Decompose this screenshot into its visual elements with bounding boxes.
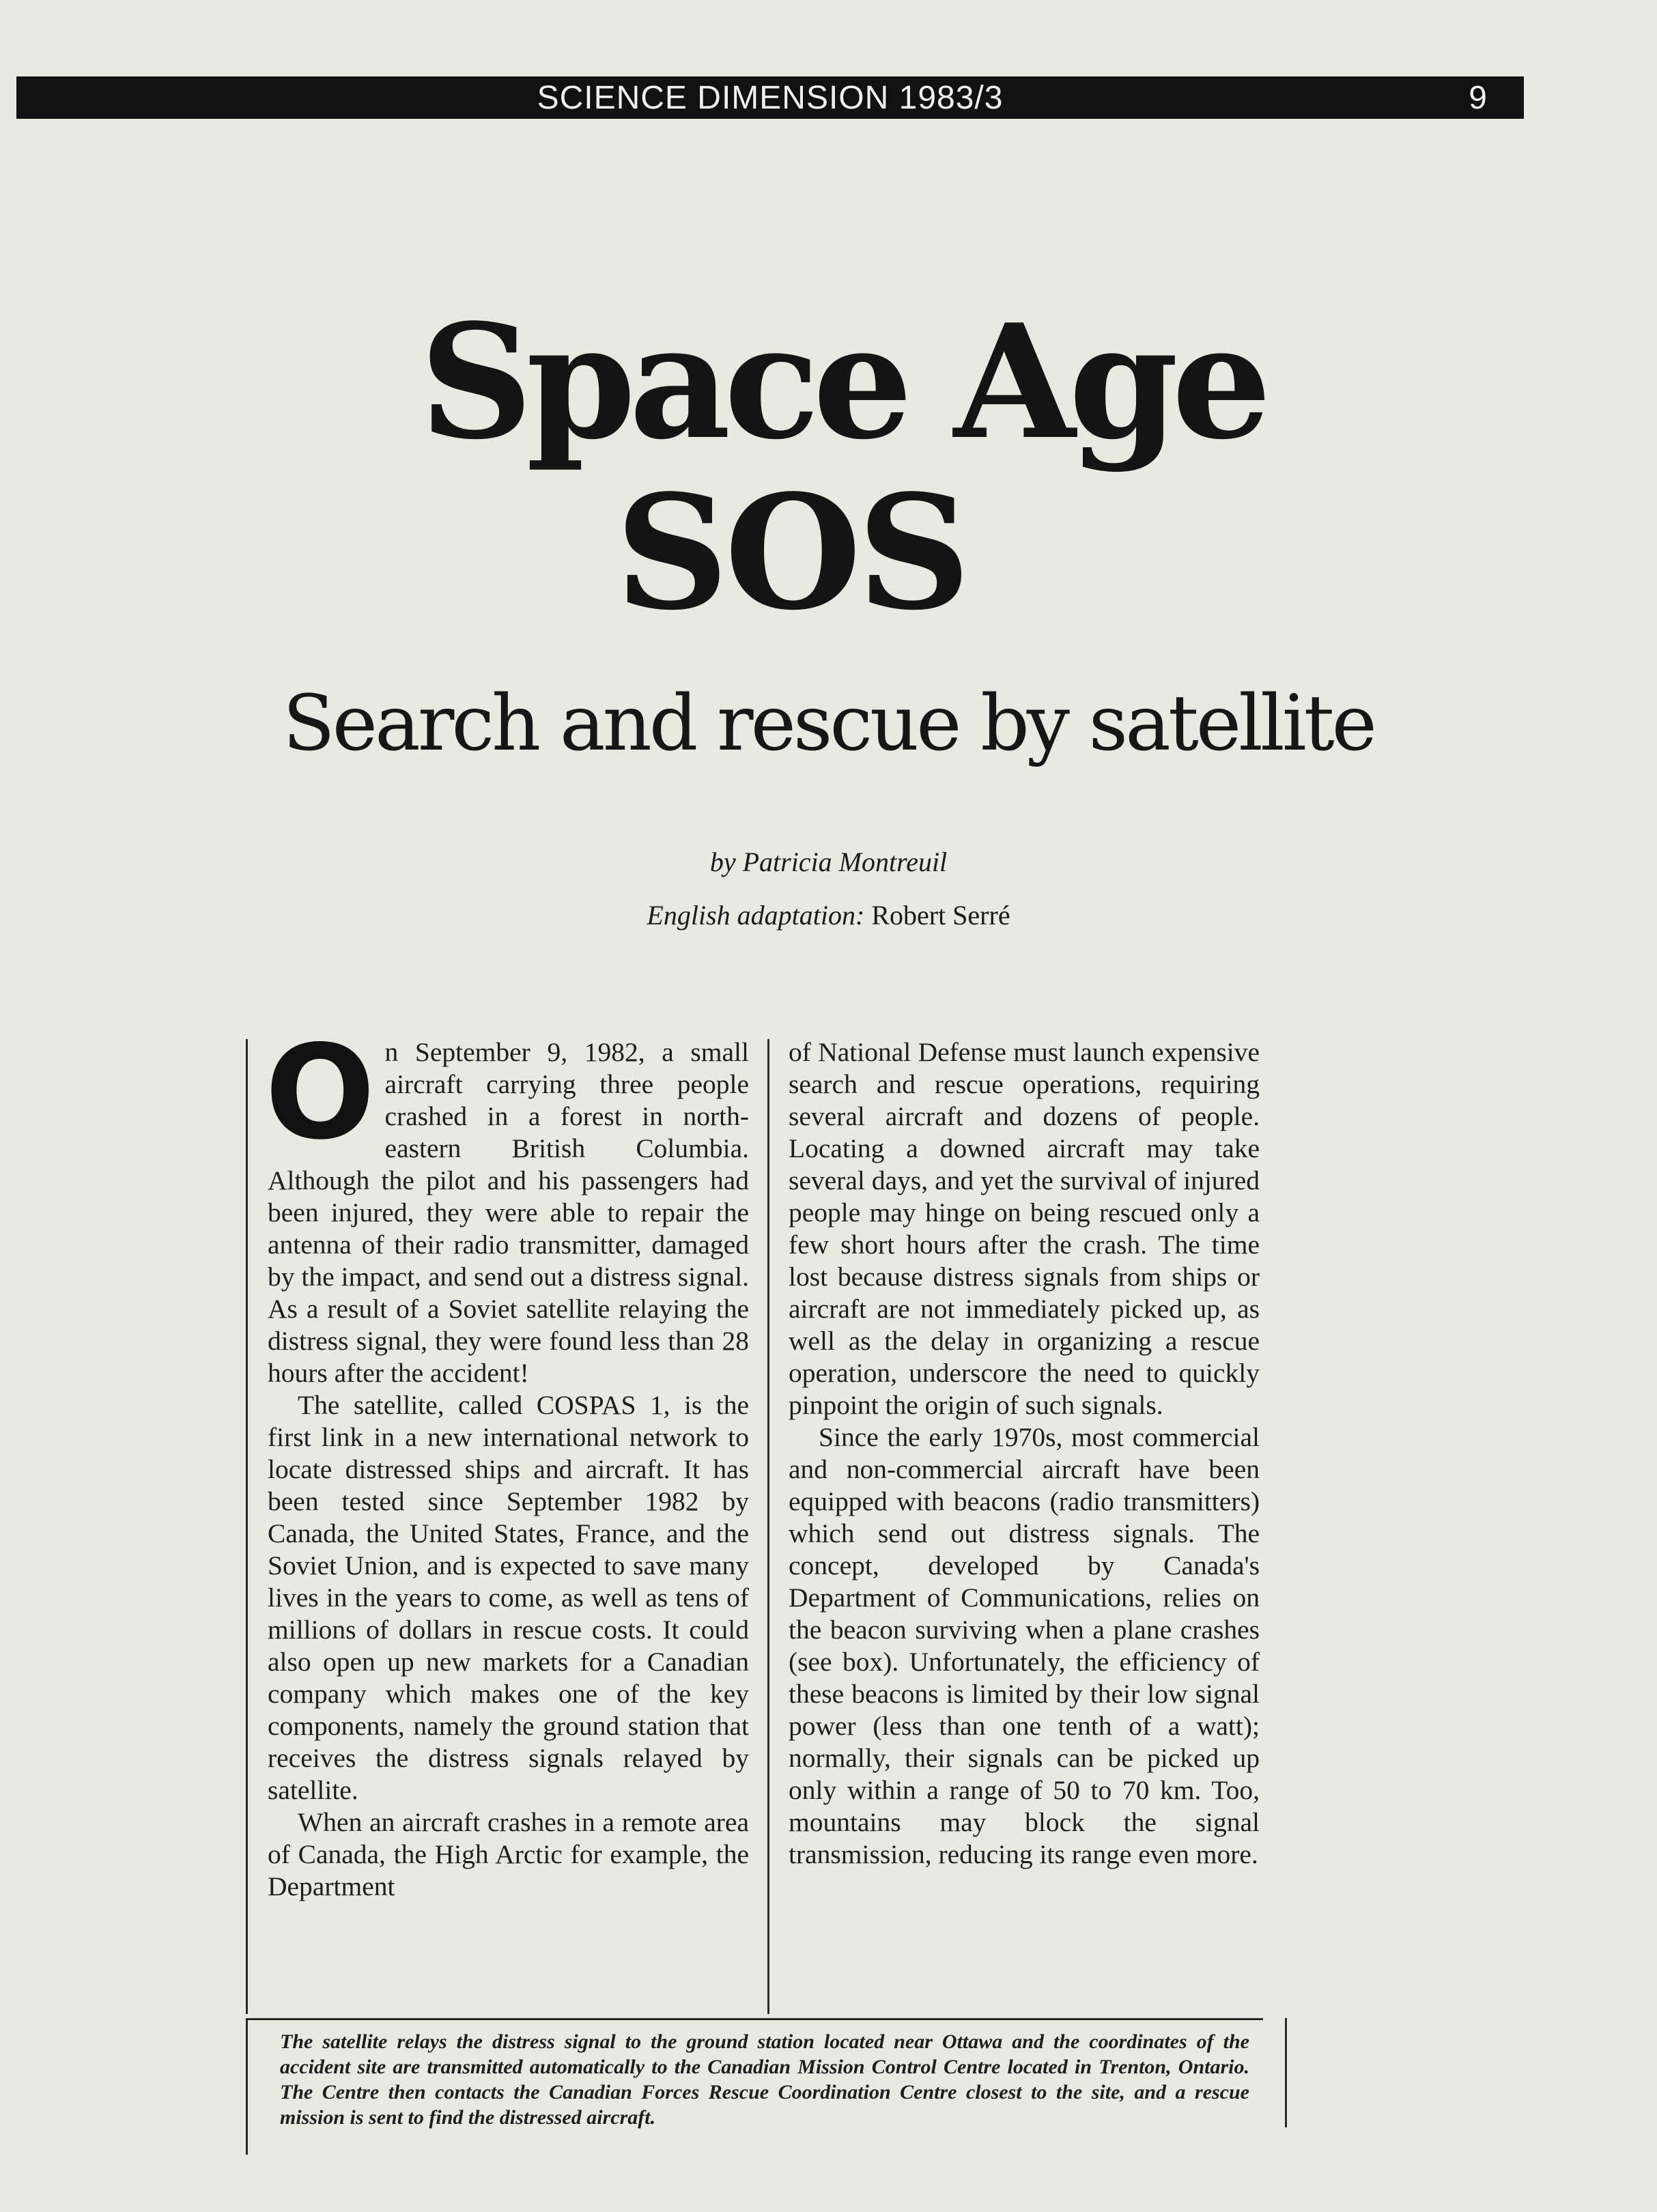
center-column-rule [767, 1039, 769, 2014]
article-column-right [789, 1036, 1260, 1871]
adaptation-credit [0, 898, 1657, 933]
paragraph: When an aircraft crashes in a remote area of Canada, the High Arctic for example, the Department [268, 1807, 749, 1901]
drop-cap: O [265, 1017, 376, 1168]
caption-left-rule [246, 2018, 248, 2155]
adaptation-label: English adaptation: [647, 900, 865, 931]
paragraph: On September 9, 1982, a small aircraft carrying three people crashed in a forest in north-eastern British Columbia. Although the pilot and his passengers had been injured, they were able to repair the antenna of their radio transmitter, damaged by the impact, and send out a distress signal. As a result of a Soviet satellite relaying the distress signal, they were found less than 28 hours after the accident! [265, 1017, 749, 1388]
caption-top-rule [246, 2018, 1263, 2020]
headline-line-2: SOS [615, 461, 967, 645]
page-number: 9 [1469, 80, 1487, 116]
adaptation-name: Robert Serré [871, 900, 1010, 931]
caption-right-rule [1285, 2018, 1287, 2127]
journal-title: SCIENCE DIMENSION 1983/3 [537, 80, 1004, 116]
figure-caption: The satellite relays the distress signal to the ground station located near Ottawa and the coordinates of the accident site are transmitted automatically to the Canadian Mission Control Centre located in Trenton, Ontario. The Centre then contacts the Canadian Forces Rescue Coordination Centre closest to the site, and a rescue mission is sent to find the distressed aircraft. [280, 2030, 1249, 2129]
paragraph: The satellite, called COSPAS 1, is the first link in a new international network to locate distressed ships and aircraft. It has been tested since September 1982 by Canada, the United States, France, and the Soviet Union, and is expected to save many lives in the years to come, as well as tens of millions of dollars in rescue costs. It could also open up new markets for a Canadian company which makes one of the key components, namely the ground station that receives the distress signals relayed by satellite. [268, 1390, 749, 1805]
left-column-rule [246, 1039, 248, 2014]
headline-line-1: Space Age [419, 290, 1265, 474]
paragraph: Since the early 1970s, most commercial and non-commercial aircraft have been equipped with beacons (radio transmitters) which send out distress signals. The concept, developed by Canada's Department of Communications, relies on the beacon surviving when a plane crashes (see box). Unfortunately, the efficiency of these beacons is limited by their low signal power (less than one tenth of a watt); normally, their signals can be picked up only within a range of 50 to 70 km. Too, mountains may block the signal transmission, reducing its range even more. [789, 1422, 1260, 1869]
paragraph: of National Defense must launch expensive search and rescue operations, requiring several aircraft and dozens of people. Locating a downed aircraft may take several days, and yet the survival of injured people may hinge on being rescued only a few short hours after the crash. The time lost because distress signals from ships or aircraft are not immediately picked up, as well as the delay in organizing a rescue operation, underscore the need to quickly pinpoint the origin of such signals. [789, 1037, 1260, 1420]
running-header [16, 76, 1524, 119]
author-byline: by Patricia Montreuil [709, 847, 948, 877]
article-column-left [265, 1017, 749, 1903]
subheadline: Search and rescue by satellite [283, 679, 1374, 768]
